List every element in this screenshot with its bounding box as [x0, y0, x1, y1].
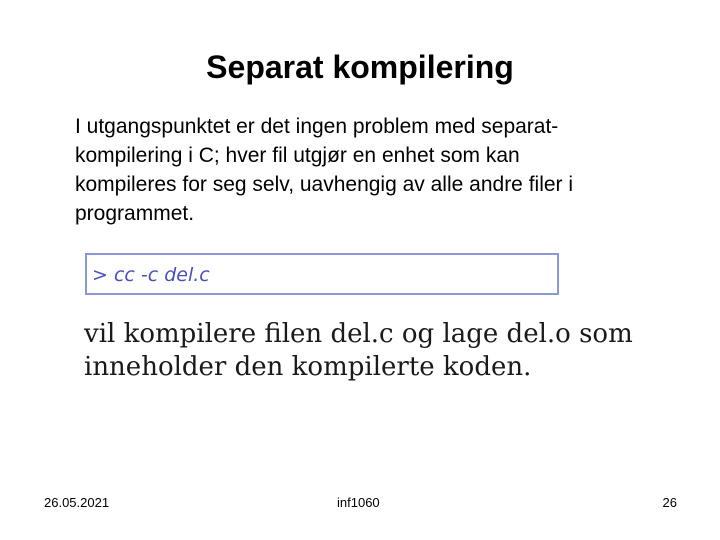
- body-paragraph: [75, 112, 665, 228]
- slide-title: Separat kompilering: [206, 49, 514, 85]
- body-line: kompileres for seg selv, uavhengig av alle andre filer i: [75, 173, 574, 196]
- footer-date: 26.05.2021: [44, 495, 110, 510]
- explanation-line: vil kompilere filen del.c og lage del.o som: [84, 319, 633, 349]
- body-line: I utgangspunktet er det ingen problem med separat-: [75, 115, 559, 138]
- compile-command: > cc -c del.c: [92, 264, 210, 286]
- footer-course: inf1060: [337, 495, 380, 510]
- command-box: [85, 253, 559, 295]
- body-line: kompilering i C; hver fil utgjør en enhet som kan: [75, 144, 520, 167]
- command-explanation: [84, 318, 644, 384]
- explanation-line: inneholder den kompilerte koden.: [84, 352, 532, 382]
- body-line: programmet.: [75, 202, 195, 225]
- page-number: 26: [662, 495, 677, 510]
